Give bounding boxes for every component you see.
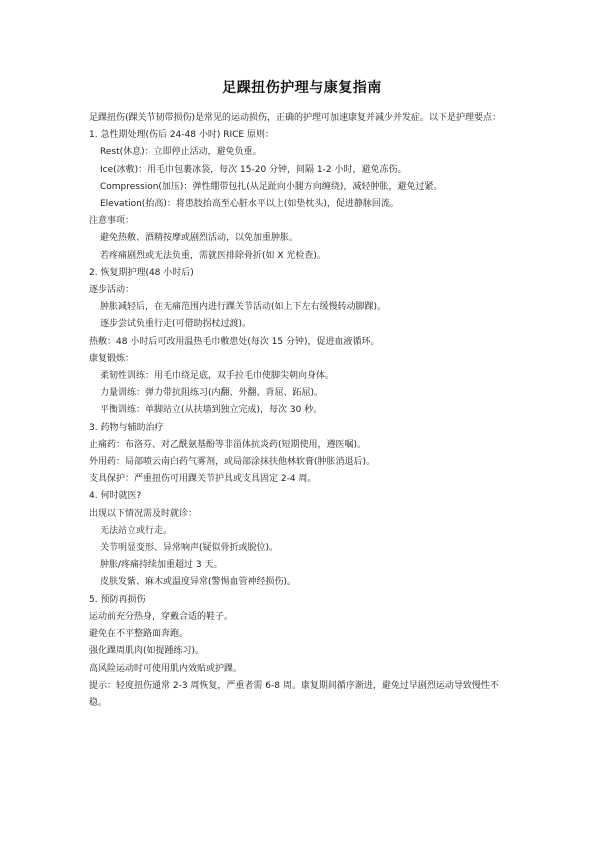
bullet-line: 皮肤发紫、麻木或温度异常(警惕血管神经损伤)。 bbox=[100, 577, 297, 588]
bullet-line: Elevation(抬高)：将患肢抬高至心脏水平以上(如垫枕头)，促进静脉回流。 bbox=[100, 199, 399, 210]
bullet-line: 肿胀减轻后，在无痛范围内进行踝关节活动(如上下左右缓慢转动脚踝)。 bbox=[100, 302, 387, 313]
bullet-line: 无法站立或行走。 bbox=[100, 525, 173, 536]
body-line: 注意事项： bbox=[89, 216, 135, 227]
body-line: 1. 急性期处理(伤后 24-48 小时) RICE 原则： bbox=[89, 130, 274, 141]
body-line: 出现以下情况需及时就诊： bbox=[89, 508, 198, 519]
body-line: 运动前充分热身，穿戴合适的鞋子。 bbox=[89, 611, 234, 622]
body-line: 避免在不平整路面奔跑。 bbox=[89, 629, 189, 640]
bullet-line: Compression(加压)：弹性绷带包扎(从足趾向小腿方向缠绕)，减轻肿胀，避免过紧。 bbox=[100, 181, 443, 192]
body-line: 强化踝周肌肉(如提踵练习)。 bbox=[89, 646, 205, 657]
bullet-line: 肿胀/疼痛持续加重超过 3 天。 bbox=[100, 560, 223, 571]
bullet-line: Ice(冰敷)：用毛巾包裹冰袋，每次 15-20 分钟，间隔 1-2 小时，避免冻伤。 bbox=[100, 164, 407, 175]
body-line: 5. 预防再损伤 bbox=[89, 594, 146, 605]
body-line: 3. 药物与辅助治疗 bbox=[89, 422, 164, 433]
body-line: 热敷：48 小时后可改用温热毛巾敷患处(每次 15 分钟)，促进血液循环。 bbox=[89, 336, 380, 347]
bullet-line: 避免热敷、酒精按摩或剧烈活动，以免加重肿胀。 bbox=[100, 233, 299, 244]
bullet-line: 若疼痛剧烈或无法负重，需就医排除骨折(如 X 光检查)。 bbox=[100, 250, 326, 261]
body-line: 逐步活动： bbox=[89, 285, 135, 296]
intro-paragraph: 足踝扭伤(踝关节韧带损伤)是常见的运动损伤，正确的护理可加速康复并减少并发症。以下是护理要点： bbox=[89, 113, 502, 123]
bullet-line: 力量训练：弹力带抗阻练习(内翻、外翻、背屈、跖屈)。 bbox=[100, 388, 324, 399]
body-line: 支具保护：严重扭伤可用踝关节护具或支具固定 2-4 周。 bbox=[89, 474, 317, 485]
body-line: 高风险运动时可使用肌内效贴或护踝。 bbox=[89, 663, 243, 674]
bullet-line: 逐步尝试负重行走(可借助拐杖过渡)。 bbox=[100, 319, 252, 330]
body-line: 4. 何时就医? bbox=[89, 491, 142, 502]
body-line: 外用药：局部喷云南白药气雾剂，或局部涂抹扶他林软膏(肿胀消退后)。 bbox=[89, 457, 376, 468]
body-line: 2. 恢复期护理(48 小时后) bbox=[89, 267, 194, 278]
bullet-line: 平衡训练：单脚站立(从扶墙到独立完成)，每次 30 秒。 bbox=[100, 405, 323, 416]
tip-paragraph: 提示：轻度扭伤通常 2-3 周恢复，严重者需 6-8 周。康复期间循序渐进，避免过早剧烈运动导致慢性不稳。 bbox=[89, 680, 499, 708]
document-body bbox=[89, 127, 515, 678]
bullet-line: Rest(休息)：立即停止活动，避免负重。 bbox=[100, 147, 262, 158]
bullet-line: 柔韧性训练：用毛巾绕足底，双手拉毛巾使脚尖朝向身体。 bbox=[100, 371, 335, 382]
body-line: 止痛药：布洛芬、对乙酰氨基酚等非甾体抗炎药(短期使用，遵医嘱)。 bbox=[89, 439, 367, 450]
document-title: 足踝扭伤护理与康复指南 bbox=[222, 80, 382, 96]
bullet-line: 关节明显变形、异常响声(疑似骨折或脱位)。 bbox=[100, 543, 279, 554]
body-line: 康复锻炼： bbox=[89, 353, 135, 364]
